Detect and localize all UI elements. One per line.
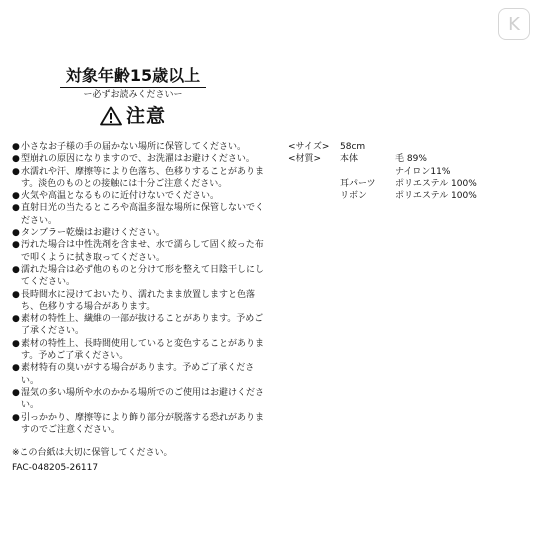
bullet-icon: ● [12, 264, 20, 275]
size-label: <サイズ> [288, 142, 330, 152]
size-value: 58cm [340, 142, 366, 152]
bullet-icon: ● [12, 203, 20, 214]
caution-item-text: 型崩れの原因になりますので、お洗濯はお避けください。 [21, 154, 255, 165]
bullet-icon: ● [12, 338, 20, 349]
caution-item-text: 直射日光の当たるところや高温多湿な場所に保管しないでください。 [21, 203, 265, 226]
caution-list [12, 141, 264, 436]
bullet-icon: ● [12, 142, 20, 152]
bullet-icon: ● [12, 228, 20, 239]
material-value: ポリエステル 100% [395, 178, 477, 189]
caution-item [12, 239, 264, 264]
bullet-icon: ● [12, 363, 20, 374]
brand-logo-letter: K [508, 13, 520, 35]
caution-item [12, 166, 264, 191]
caution-item [12, 313, 264, 338]
read-notice: ー必ずお読みくださいー [83, 90, 183, 100]
bullet-icon: ● [12, 191, 20, 202]
caution-item-text: 水濡れや汗、摩擦等により色落ち、色移りすることがあります。淡色のものとの接触には十分ご注意ください。 [21, 166, 265, 189]
bullet-icon: ● [12, 289, 20, 300]
warning-triangle-icon [100, 106, 122, 126]
caution-item-text: 小さなお子様の手の届かない場所に保管してください。 [21, 142, 247, 152]
caution-item [12, 153, 264, 165]
age-title: 対象年齢15歳以上 [65, 66, 201, 85]
caution-item-text: 引っかかり、摩擦等により飾り部分が脱落する恐れがありますのでご注意ください。 [21, 412, 265, 435]
caution-item-text: 素材特有の臭いがする場合があります。予めご了承ください。 [21, 363, 255, 386]
product-code: FAC-048205-26117 [12, 463, 99, 473]
material-value: ポリエステル 100% [395, 191, 477, 202]
bullet-icon: ● [12, 240, 20, 251]
caution-item [12, 412, 264, 437]
caution-item-text: タンブラー乾燥はお避けください。 [21, 228, 166, 239]
bullet-icon: ● [12, 166, 20, 177]
caution-item [12, 338, 264, 363]
bullet-icon: ● [12, 412, 20, 423]
caution-item-text: 火気や高温となるものに近付けないでください。 [21, 191, 220, 202]
caution-item-text: 濡れた場合は必ず他のものと分けて形を整えて日陰干しにしてください。 [21, 264, 265, 288]
caution-item-text: 湿気の多い場所や水のかかる場所でのご使用はお避けください。 [21, 387, 265, 411]
caution-item [12, 190, 264, 202]
bullet-icon: ● [12, 314, 20, 325]
material-value: ナイロン11% [395, 166, 451, 177]
caution-item [12, 264, 264, 289]
title-underline [60, 87, 206, 88]
bullet-icon: ● [12, 154, 20, 165]
material-part: 本体 [340, 154, 359, 165]
caution-item-text: 長時間水に浸けておいたり、濡れたまま放置しますと色落ち、色移りする場合があります。 [21, 289, 256, 312]
caution-item-text: 素材の特性上、長時間使用していると変色することがあります。予めご了承ください。 [21, 338, 265, 362]
caution-item [12, 227, 264, 239]
caution-item [12, 362, 264, 387]
caution-item-text: 素材の特性上、繊維の一部が抜けることがあります。予めご了承ください。 [21, 314, 264, 337]
material-part: 耳パーツ [340, 178, 376, 189]
material-label: <材質> [288, 154, 322, 165]
header-block [60, 66, 206, 127]
caution-item [12, 202, 264, 227]
material-part: リボン [340, 191, 368, 202]
brand-logo [498, 8, 530, 40]
caution-item-text: 汚れた場合は中性洗剤を含ませ、水で濡らして固く絞った布で叩くように拭き取ってください。 [21, 240, 264, 263]
caution-item [12, 289, 264, 314]
storage-footnote: ※この台紙は大切に保管してください。 [12, 448, 173, 458]
caution-item [12, 141, 264, 153]
caution-item [12, 387, 264, 412]
bullet-icon: ● [12, 387, 20, 398]
caution-label: 注意 [125, 105, 166, 127]
material-value: 毛 89% [395, 154, 427, 165]
caution-heading [60, 105, 206, 127]
